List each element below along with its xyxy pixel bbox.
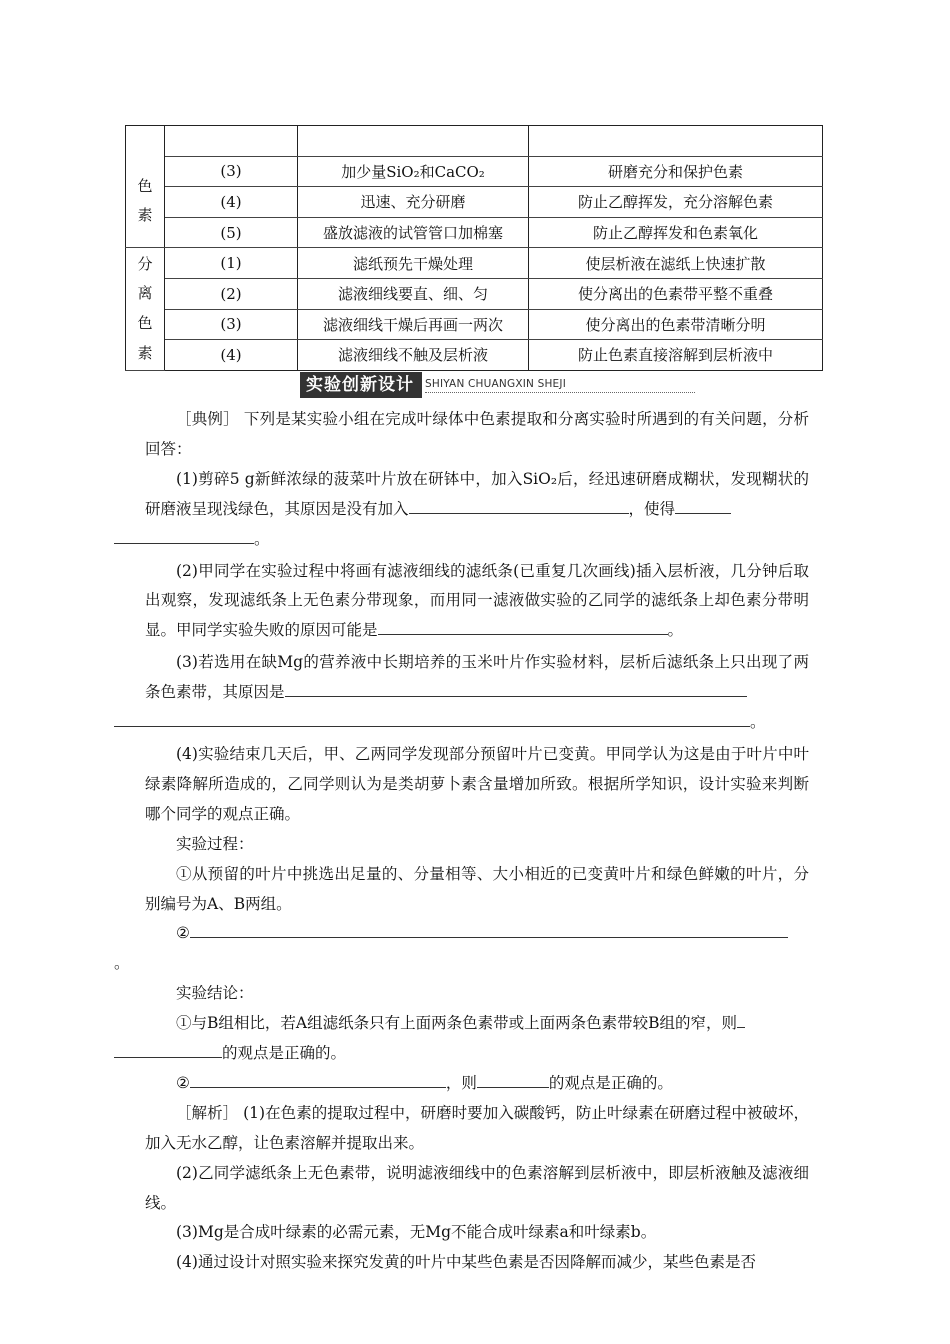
analysis-4: (4)通过设计对照实验来探究发黄的叶片中某些色素是否因降解而减少，某些色素是否 (176, 1253, 756, 1272)
conclusion-title: 实验结论： (176, 984, 254, 1003)
table-cell: 滤纸预先干燥处理 (298, 248, 529, 279)
table-cell: 使层析液在滤纸上快速扩散 (529, 248, 823, 279)
answer-blank[interactable] (190, 1069, 446, 1088)
question-1: (1)剪碎5 g新鲜浓绿的菠菜叶片放在研钵中，加入SiO₂后，经迅速研磨成糊状，发现糊状的研磨液呈现浅绿色，其原因是没有加入 ，使得 。 (145, 465, 809, 555)
table-row (126, 156, 823, 187)
table-row (126, 278, 823, 309)
answer-blank[interactable] (114, 1039, 222, 1058)
table-cell: (4) (165, 187, 298, 218)
answer-blank[interactable] (114, 708, 750, 727)
procedure-step-2: ② 。 (145, 919, 809, 979)
table-cell: (2) (165, 278, 298, 309)
table-row (126, 217, 823, 248)
table-row (126, 248, 823, 279)
analysis-3: (3)Mg是合成叶绿素的必需元素，无Mg不能合成叶绿素a和叶绿素b。 (176, 1223, 657, 1242)
answer-blank[interactable] (378, 616, 668, 635)
table-cell: 使分离出的色素带清晰分明 (529, 309, 823, 340)
table-cell: (5) (165, 217, 298, 248)
question-4: (4)实验结束几天后，甲、乙两同学发现部分预留叶片已变黄。甲同学认为这是由于叶片中叶绿素降解所造成的，乙同学则认为是类胡萝卜素含量增加所致。根据所学知识，设计实验来判断哪个同学的观点正确。 (145, 744, 809, 823)
answer-blank[interactable] (409, 495, 629, 514)
category-cell-pigment-separation (126, 248, 165, 370)
table-row (126, 126, 823, 157)
table-cell: (1) (165, 248, 298, 279)
table-cell: 防止色素直接溶解到层析液中 (529, 340, 823, 371)
table-cell: 防止乙醇挥发和色素氧化 (529, 217, 823, 248)
table-cell: 防止乙醇挥发，充分溶解色素 (529, 187, 823, 218)
answer-blank[interactable] (285, 678, 747, 697)
answer-blank[interactable] (737, 1009, 745, 1028)
table-cell (529, 126, 823, 157)
answer-blank[interactable] (675, 495, 731, 514)
table-row (126, 340, 823, 371)
table-cell: 研磨充分和保护色素 (529, 156, 823, 187)
section-subtitle: SHIYAN CHUANGXIN SHEJI (425, 378, 695, 393)
procedure-step-1: ①从预留的叶片中挑选出足量的、分量相等、大小相近的已变黄叶片和绿色鲜嫩的叶片，分别编号为A、B两组。 (145, 864, 809, 913)
table-row (126, 309, 823, 340)
table-cell (165, 126, 298, 157)
table-cell: 滤液细线不触及层析液 (298, 340, 529, 371)
question-2: (2)甲同学在实验过程中将画有滤液细线的滤纸条(已重复几次画线)插入层析液，几分钟后取出观察，发现滤纸条上无色素分带现象，而用同一滤液做实验的乙同学的滤纸条上却色素分带明显。甲同学实验失败的原因可能是 。 (145, 561, 809, 640)
table-cell: (3) (165, 309, 298, 340)
experiment-table (125, 125, 823, 371)
table-cell: 使分离出的色素带平整不重叠 (529, 278, 823, 309)
analysis-1: ［解析］ (1)在色素的提取过程中，研磨时要加入碳酸钙，防止叶绿素在研磨过程中被破坏，加入无水乙醇，让色素溶解并提取出来。 (145, 1103, 809, 1152)
answer-blank[interactable] (477, 1069, 549, 1088)
table-row (126, 187, 823, 218)
answer-blank[interactable] (114, 525, 254, 544)
table-cell (298, 126, 529, 157)
table-cell: (3) (165, 156, 298, 187)
section-title: 实验创新设计 (300, 372, 422, 398)
example-intro: ［典例］ 下列是某实验小组在完成叶绿体中色素提取和分离实验时所遇到的有关问题，分析回答： (145, 410, 809, 458)
question-3: (3)若选用在缺Mg的营养液中长期培养的玉米叶片作实验材料，层析后滤纸条上只出现了两条色素带，其原因是 。 (145, 648, 809, 738)
table-cell: 盛放滤液的试管管口加棉塞 (298, 217, 529, 248)
category-label-separate: 分离色素 (137, 254, 153, 362)
table-cell: 滤液细线干燥后再画一两次 (298, 309, 529, 340)
conclusion-2: ② ，则 的观点是正确的。 (145, 1069, 809, 1099)
category-label-extract: 色素 (137, 176, 153, 225)
conclusion-1: ①与B组相比，若A组滤纸条只有上面两条色素带或上面两条色素带较B组的窄，则 的观点是正确的。 (145, 1009, 809, 1069)
section-banner (300, 372, 695, 398)
table-cell: (4) (165, 340, 298, 371)
procedure-title: 实验过程： (176, 834, 254, 853)
category-cell-pigment-extraction (126, 126, 165, 248)
answer-blank[interactable] (190, 919, 788, 938)
table-cell: 滤液细线要直、细、匀 (298, 278, 529, 309)
table-cell: 迅速、充分研磨 (298, 187, 529, 218)
analysis-2: (2)乙同学滤纸条上无色素带，说明滤液细线中的色素溶解到层析液中，即层析液触及滤液细线。 (145, 1163, 809, 1212)
question-body (114, 405, 809, 1278)
table-cell: 加少量SiO₂和CaCO₂ (298, 156, 529, 187)
